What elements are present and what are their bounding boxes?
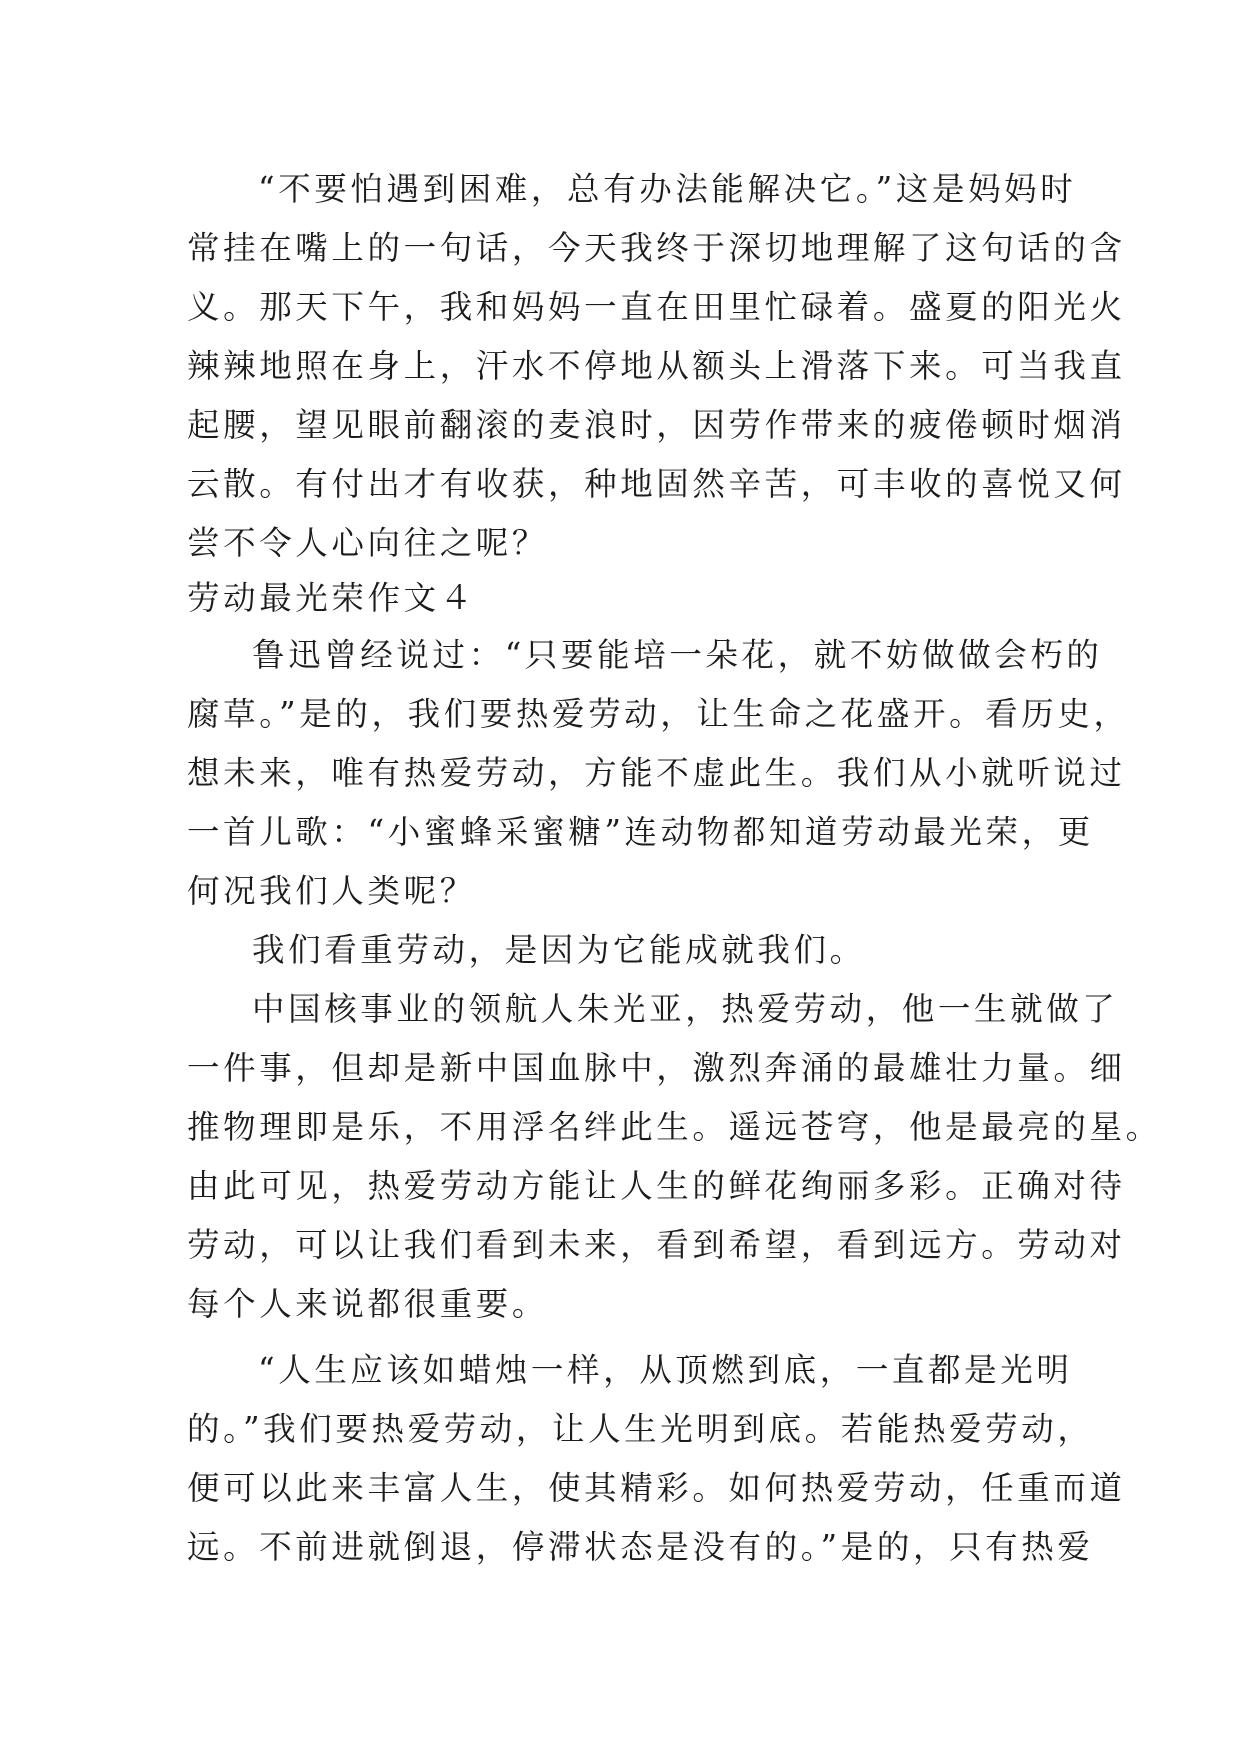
paragraph-line: 每个人来说都很重要。 (187, 1285, 549, 1323)
paragraph-line: 想未来，唯有热爱劳动，方能不虚此生。我们从小就听说过 (187, 754, 1126, 792)
paragraph-line: 尝不令人心向往之呢？ (187, 524, 549, 562)
paragraph-line: 何况我们人类呢？ (187, 872, 476, 910)
paragraph-line: 云散。有付出才有收获，种地固然辛苦，可丰收的喜悦又何 (187, 465, 1126, 503)
paragraph-line: 中国核事业的领航人朱光亚，热爱劳动，他一生就做了 (252, 990, 1119, 1028)
paragraph-line: 起腰，望见眼前翻滚的麦浪时，因劳作带来的疲倦顿时烟消 (187, 406, 1126, 444)
paragraph-line: 远。不前进就倒退，停滞状态是没有的。”是的，只有热爱 (187, 1528, 1094, 1566)
paragraph-line: 劳动，可以让我们看到未来，看到希望，看到远方。劳动对 (187, 1226, 1126, 1264)
section-heading: 劳动最光荣作文４ (187, 579, 476, 617)
paragraph-line: “人生应该如蜡烛一样，从顶燃到底，一直都是光明 (258, 1351, 1073, 1389)
paragraph-line: 推物理即是乐，不用浮名绊此生。遥远苍穹，他是最亮的星。 (187, 1108, 1162, 1146)
paragraph-line: 鲁迅曾经说过：“只要能培一朵花，就不妨做做会朽的 (252, 636, 1103, 674)
paragraph-line: “不要怕遇到困难，总有办法能解决它。”这是妈妈时 (258, 170, 1077, 208)
paragraph-line: 一首儿歌：“小蜜蜂采蜜糖”连动物都知道劳动最光荣，更 (187, 813, 1094, 851)
paragraph-line: 的。”我们要热爱劳动，让人生光明到底。若能热爱劳动， (187, 1410, 1094, 1448)
paragraph-line: 由此可见，热爱劳动方能让人生的鲜花绚丽多彩。正确对待 (187, 1167, 1126, 1205)
paragraph-line: 便可以此来丰富人生，使其精彩。如何热爱劳动，任重而道 (187, 1469, 1126, 1507)
paragraph-line: 我们看重劳动，是因为它能成就我们。 (252, 931, 866, 969)
paragraph-line: 辣辣地照在身上，汗水不停地从额头上滑落下来。可当我直 (187, 347, 1126, 385)
paragraph-line: 常挂在嘴上的一句话，今天我终于深切地理解了这句话的含 (187, 229, 1126, 267)
paragraph-line: 义。那天下午，我和妈妈一直在田里忙碌着。盛夏的阳光火 (187, 288, 1126, 326)
paragraph-line: 一件事，但却是新中国血脉中，激烈奔涌的最雄壮力量。细 (187, 1049, 1126, 1087)
paragraph-line: 腐草。”是的，我们要热爱劳动，让生命之花盛开。看历史， (187, 695, 1130, 733)
